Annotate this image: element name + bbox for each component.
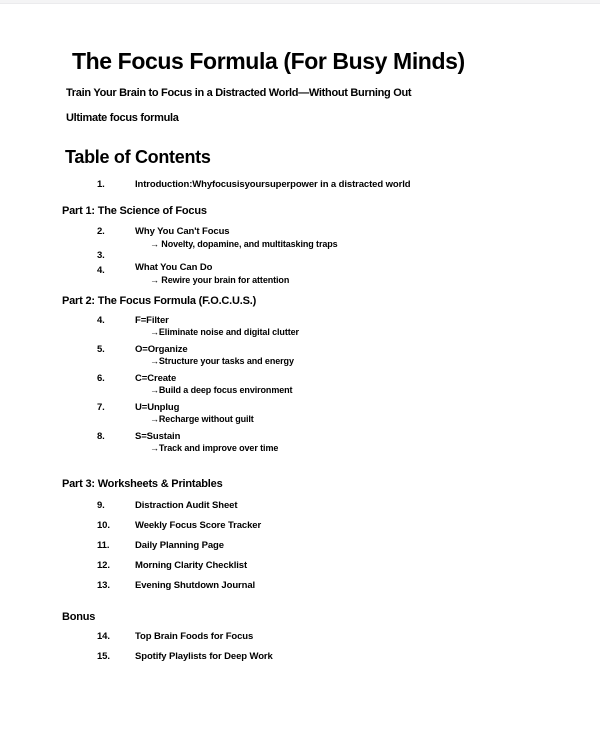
- document-title: The Focus Formula (For Busy Minds): [72, 48, 465, 74]
- toc-item-body: [135, 560, 600, 572]
- toc-item: [0, 179, 600, 191]
- toc-item-text: Distraction Audit Sheet: [135, 500, 238, 511]
- toc-item-body: [135, 520, 600, 532]
- toc-item: [0, 580, 600, 592]
- toc-item-text: U=Unplug: [135, 402, 180, 413]
- toc-item-text: Weekly Focus Score Tracker: [135, 520, 262, 531]
- toc-part-heading: Part 2: The Focus Formula (F.O.C.U.S.): [62, 295, 257, 307]
- toc-item-number: 14.: [97, 631, 110, 642]
- toc-item-body: [135, 431, 600, 454]
- toc-item-text: C=Create: [135, 373, 177, 384]
- toc-heading: Table of Contents: [65, 147, 211, 167]
- document-subtitle: Train Your Brain to Focus in a Distracted World—Without Burning Out: [66, 87, 412, 99]
- toc-item-text: Top Brain Foods for Focus: [135, 631, 254, 642]
- toc-part-heading: Bonus: [62, 611, 96, 623]
- toc-item-body: [135, 262, 600, 286]
- toc-section: [0, 631, 600, 663]
- toc-item-number: 3.: [97, 250, 105, 261]
- toc-list: [0, 179, 600, 663]
- toc-item-body: [135, 631, 600, 643]
- toc-item-number: 4.: [97, 315, 105, 326]
- toc-item-text: Why You Can't Focus: [135, 226, 230, 237]
- toc-part-heading: Part 3: Worksheets & Printables: [62, 478, 223, 490]
- toc-item-body: [135, 500, 600, 512]
- toc-item-body: [135, 373, 600, 396]
- toc-item-subtext: →Track and improve over time: [150, 442, 279, 453]
- toc-intro-items: [0, 179, 600, 191]
- toc-item-number: 2.: [97, 226, 105, 237]
- toc-item-number: 7.: [97, 402, 105, 413]
- toc-item-text: F=Filter: [135, 315, 169, 326]
- toc-item-number: 6.: [97, 373, 105, 384]
- toc-item: [0, 315, 600, 338]
- toc-item: [0, 402, 600, 425]
- toc-item-number: 8.: [97, 431, 105, 442]
- toc-item-number: 15.: [97, 651, 110, 662]
- toc-item-subtext: → Novelty, dopamine, and multitasking traps: [150, 239, 338, 249]
- toc-item-number: 11.: [97, 540, 110, 551]
- toc-item-text: Evening Shutdown Journal: [135, 580, 256, 591]
- toc-item-body: [135, 226, 600, 250]
- toc-item-text: What You Can Do: [135, 262, 213, 273]
- toc-item-text: Spotify Playlists for Deep Work: [135, 651, 273, 662]
- toc-item-body: [135, 315, 600, 338]
- page-top-edge: [0, 0, 600, 4]
- toc-item: [0, 500, 600, 512]
- toc-item-subtext: → Rewire your brain for attention: [150, 275, 290, 285]
- toc-item-number: 4.: [97, 265, 105, 276]
- toc-item-subtext: →Structure your tasks and energy: [150, 355, 294, 366]
- toc-item-subtext: →Recharge without guilt: [150, 413, 254, 424]
- toc-item: [0, 250, 600, 262]
- toc-item-number: 13.: [97, 580, 110, 591]
- document-tagline: Ultimate focus formula: [66, 112, 179, 124]
- toc-item-text: O=Organize: [135, 344, 188, 355]
- toc-item-subtext: →Build a deep focus environment: [150, 384, 293, 395]
- toc-item: [0, 226, 600, 250]
- toc-section: [0, 226, 600, 286]
- toc-item-text: Morning Clarity Checklist: [135, 560, 248, 571]
- toc-item-number: 1.: [97, 179, 105, 190]
- toc-item-text: Daily Planning Page: [135, 540, 224, 551]
- toc-item: [0, 262, 600, 286]
- toc-item-number: 9.: [97, 500, 105, 511]
- toc-item: [0, 540, 600, 552]
- toc-item-number: 5.: [97, 344, 105, 355]
- toc-part-heading: Part 1: The Science of Focus: [62, 205, 207, 217]
- toc-item: [0, 631, 600, 643]
- toc-item-text: S=Sustain: [135, 431, 181, 442]
- toc-item-body: [135, 580, 600, 592]
- toc-item-body: [135, 344, 600, 367]
- toc-item-body: [135, 179, 600, 191]
- toc-section: [0, 500, 600, 592]
- toc-item: [0, 431, 600, 454]
- toc-item-subtext: →Eliminate noise and digital clutter: [150, 326, 299, 337]
- toc-item-body: [135, 651, 600, 663]
- toc-item: [0, 373, 600, 396]
- toc-item-body: [135, 540, 600, 552]
- toc-item: [0, 651, 600, 663]
- toc-item: [0, 344, 600, 367]
- toc-item-text: Introduction:Whyfocusisyoursuperpower in a distracted world: [135, 179, 411, 190]
- toc-section: [0, 315, 600, 454]
- toc-item-body: [135, 402, 600, 425]
- toc-item: [0, 520, 600, 532]
- toc-item-number: 12.: [97, 560, 110, 571]
- toc-item: [0, 560, 600, 572]
- toc-item-number: 10.: [97, 520, 110, 531]
